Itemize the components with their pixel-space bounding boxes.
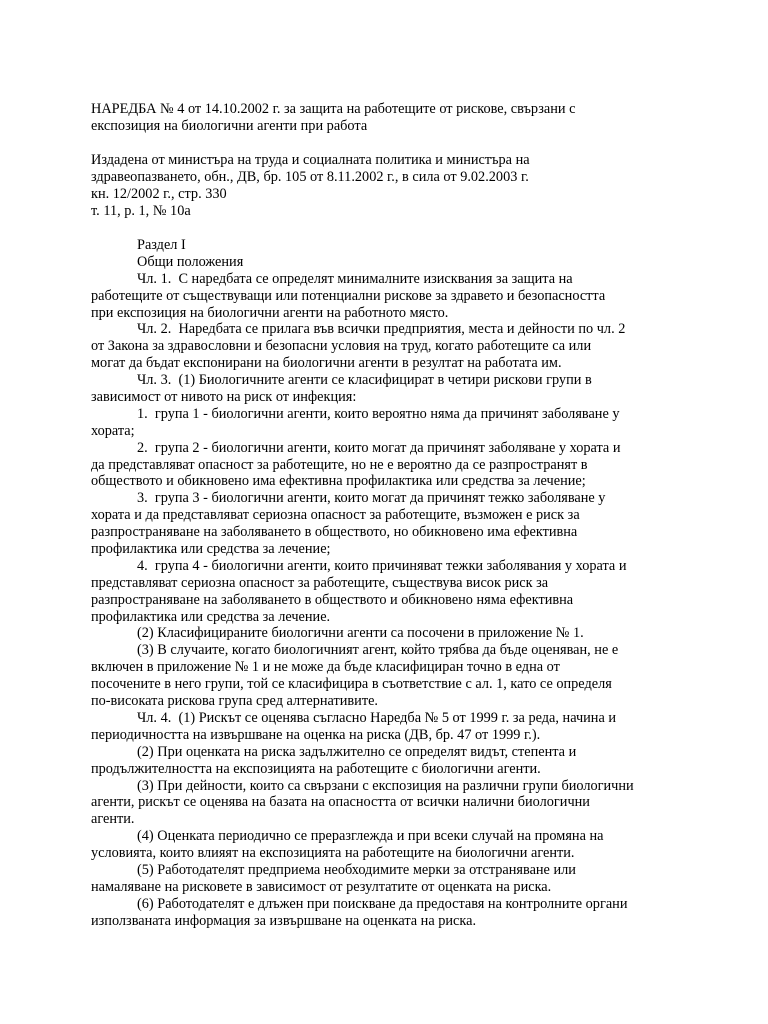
document-body bbox=[91, 237, 691, 930]
body-text-line: периодичността на извършване на оценка на риска (ДВ, бр. 47 от 1999 г.). bbox=[91, 726, 541, 743]
body-text-line: Чл. 2. Наредбата се прилага във всички предприятия, места и дейности по чл. 2 bbox=[137, 321, 626, 338]
body-text-line: Чл. 3. (1) Биологичните агенти се класифицират в четири рискови групи в bbox=[137, 372, 592, 389]
document-title bbox=[91, 101, 691, 135]
issuance-line: кн. 12/2002 г., стр. 330 bbox=[91, 185, 227, 202]
body-text-line: посочените в него групи, той се класифицира в съответствие с ал. 1, като се определя bbox=[91, 676, 612, 693]
body-text-line: 1. група 1 - биологични агенти, които вероятно няма да причинят заболяване у bbox=[137, 405, 620, 422]
body-text-line: да представляват опасност за работещите, но не е вероятно да се разпространят в bbox=[91, 456, 588, 473]
body-text-line: Общи положения bbox=[137, 253, 244, 270]
body-text-line: агенти, рискът се оценява на базата на опасността от всички налични биологични bbox=[91, 794, 590, 811]
body-text-line: (6) Работодателят е длъжен при поискване да предоставя на контролните органи bbox=[137, 895, 628, 912]
body-text-line: Чл. 1. С наредбата се определят минималните изисквания за защита на bbox=[137, 270, 573, 287]
body-text-line: могат да бъдат експонирани на биологични агенти в резултат на работата им. bbox=[91, 355, 562, 372]
body-text-line: хората и да представляват сериозна опасност за работещите, възможен е риск за bbox=[91, 507, 580, 524]
issuance-line: здравеопазването, обн., ДВ, бр. 105 от 8.11.2002 г., в сила от 9.02.2003 г. bbox=[91, 168, 529, 185]
body-text-line: 3. група 3 - биологични агенти, които могат да причинят тежко заболяване у bbox=[137, 490, 606, 507]
body-text-line: разпространяване на заболяването в обществото, но обикновено има ефективна bbox=[91, 524, 578, 541]
body-text-line: (3) При дейности, които са свързани с експозиция на различни групи биологични bbox=[137, 777, 634, 794]
body-text-line: (3) В случаите, когато биологичният агент, който трябва да бъде оценяван, не е bbox=[137, 642, 619, 659]
body-text-line: профилактика или средства за лечение; bbox=[91, 541, 331, 558]
body-text-line: 2. група 2 - биологични агенти, които могат да причинят заболяване у хората и bbox=[137, 439, 621, 456]
body-text-line: (2) Класифицираните биологични агенти са посочени в приложение № 1. bbox=[137, 625, 584, 642]
body-text-line: обществото и обикновено има ефективна профилактика или средства за лечение; bbox=[91, 473, 586, 490]
body-text-line: включен в приложение № 1 и не може да бъде класифициран точно в една от bbox=[91, 659, 560, 676]
body-text-line: продължителността на експозицията на работещите с биологични агенти. bbox=[91, 760, 541, 777]
body-text-line: по-високата рискова група сред алтернативите. bbox=[91, 693, 378, 710]
body-text-line: (5) Работодателят предприема необходимите мерки за отстраняване или bbox=[137, 861, 576, 878]
body-text-line: хората; bbox=[91, 422, 135, 439]
title-line: експозиция на биологични агенти при работа bbox=[91, 117, 368, 134]
body-text-line: от Закона за здравословни и безопасни условия на труд, когато работещите са или bbox=[91, 338, 592, 355]
body-text-line: разпространяване на заболяването в обществото и обикновено няма ефективна bbox=[91, 591, 574, 608]
issuance-line: т. 11, р. 1, № 10а bbox=[91, 202, 191, 219]
issuance-info bbox=[91, 152, 691, 220]
body-text-line: използваната информация за извършване на оценката на риска. bbox=[91, 912, 477, 929]
body-text-line: (4) Оценката периодично се преразглежда и при всеки случай на промяна на bbox=[137, 828, 604, 845]
body-text-line: профилактика или средства за лечение. bbox=[91, 608, 331, 625]
body-text-line: намаляване на рисковете в зависимост от резултатите от оценката на риска. bbox=[91, 878, 552, 895]
body-text-line: представляват сериозна опасност за работещите, съществува висок риск за bbox=[91, 574, 549, 591]
body-text-line: работещите от съществуващи или потенциални рискове за здравето и безопасността bbox=[91, 287, 606, 304]
body-text-line: Раздел I bbox=[137, 237, 186, 253]
body-text-line: 4. група 4 - биологични агенти, които причиняват тежки заболявания у хората и bbox=[137, 557, 627, 574]
issuance-line: Издадена от министъра на труда и социалната политика и министъра на bbox=[91, 152, 530, 168]
title-line: НАРЕДБА № 4 от 14.10.2002 г. за защита на работещите от рискове, свързани с bbox=[91, 101, 576, 117]
body-text-line: (2) При оценката на риска задължително се определят видът, степента и bbox=[137, 743, 577, 760]
body-text-line: условията, които влияят на експозицията на работещите на биологични агенти. bbox=[91, 845, 575, 862]
body-text-line: зависимост от нивото на риск от инфекция: bbox=[91, 389, 357, 406]
body-text-line: при експозиция на биологични агенти на работното място. bbox=[91, 304, 449, 321]
body-text-line: агенти. bbox=[91, 811, 135, 828]
body-text-line: Чл. 4. (1) Рискът се оценява съгласно Наредба № 5 от 1999 г. за реда, начина и bbox=[137, 709, 617, 726]
